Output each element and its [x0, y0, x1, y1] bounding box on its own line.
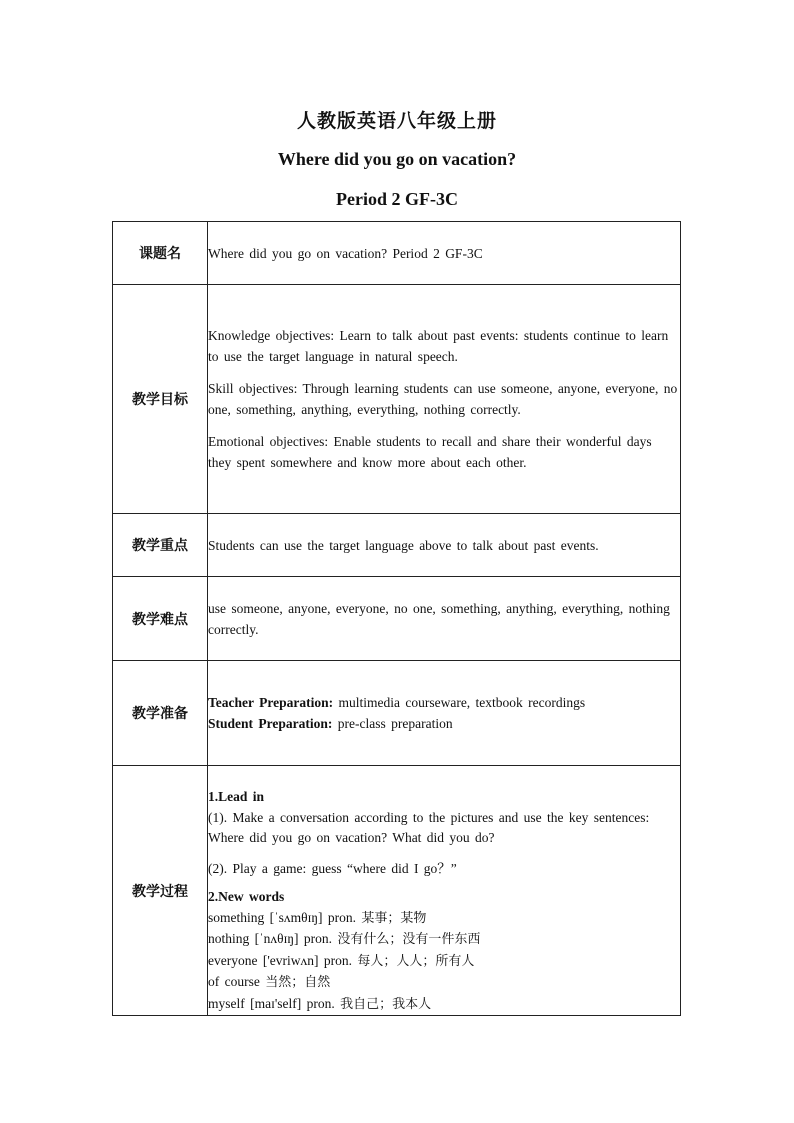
word-item [208, 908, 680, 930]
word-chinese: 没有什么；没有一件东西 [337, 932, 481, 947]
preparation-label: 教学准备 [113, 661, 208, 766]
word-item [208, 972, 680, 994]
word-english: of course [208, 974, 260, 989]
word-chinese: 当然；自然 [265, 975, 331, 990]
row-key-points [113, 514, 681, 577]
word-item [208, 929, 680, 951]
row-preparation [113, 661, 681, 766]
lesson-title: Where did you go on vacation? [277, 149, 517, 169]
lead-in-step-2: (2). Play a game: guess “where did I go？” [208, 860, 457, 876]
row-objectives [113, 285, 681, 514]
student-preparation-text: pre-class preparation [337, 716, 453, 731]
key-points-content: Students can use the target language above to talk about past events. [208, 514, 681, 577]
emotional-objective: Emotional objectives: Enable students to recall and share their wonderful days they spent somewhere and know more about each other. [208, 434, 652, 470]
word-english: everyone ['evriwʌn] pron. [208, 952, 353, 968]
word-chinese: 某事；某物 [361, 910, 427, 926]
word-item [208, 951, 680, 973]
teacher-preparation-text: multimedia courseware, textbook recordings [338, 695, 586, 710]
lesson-plan-table [112, 221, 681, 1016]
lead-in-heading: 1.Lead in [208, 789, 265, 804]
process-content [208, 766, 681, 1016]
objectives-content [208, 285, 681, 514]
difficulties-content: use someone, anyone, everyone, no one, something, anything, everything, nothing correctly. [208, 577, 681, 661]
new-words-heading: 2.New words [208, 889, 285, 904]
period-title: Period 2 GF-3C [336, 189, 458, 209]
row-topic [113, 222, 681, 285]
process-label: 教学过程 [113, 766, 208, 1016]
document-title: 人教版英语八年级上册 [296, 110, 497, 132]
row-difficulties [113, 577, 681, 661]
knowledge-objective: Knowledge objectives: Learn to talk about past events: students continue to learn to use the target language in natural speech. [208, 328, 669, 364]
student-preparation-label: Student Preparation: [208, 716, 333, 731]
row-process [113, 766, 681, 1016]
word-english: myself [maɪ'self] pron. [208, 995, 335, 1011]
teacher-preparation-label: Teacher Preparation: [208, 695, 334, 710]
word-chinese: 每人；人人；所有人 [357, 953, 475, 969]
preparation-content [208, 661, 681, 766]
student-preparation [208, 713, 680, 734]
word-english: nothing [ˈnʌθɪŋ] pron. [208, 931, 333, 946]
topic-label: 课题名 [113, 222, 208, 285]
difficulties-label: 教学难点 [113, 577, 208, 661]
lead-in-step-1: (1). Make a conversation according to the pictures and use the key sentences: Where did you go on vacation? What did you do? [208, 809, 650, 845]
skill-objective: Skill objectives: Through learning students can use someone, anyone, everyone, no one, something, anything, everything, nothing correctly. [208, 381, 678, 417]
word-item [208, 994, 680, 1016]
word-english: something [ˈsʌmθɪŋ] pron. [208, 909, 357, 925]
teacher-preparation [208, 692, 680, 713]
key-points-label: 教学重点 [113, 514, 208, 577]
objectives-label: 教学目标 [113, 285, 208, 514]
word-chinese: 我自己；我本人 [340, 996, 432, 1012]
topic-content: Where did you go on vacation? Period 2 GF-3C [208, 222, 681, 285]
